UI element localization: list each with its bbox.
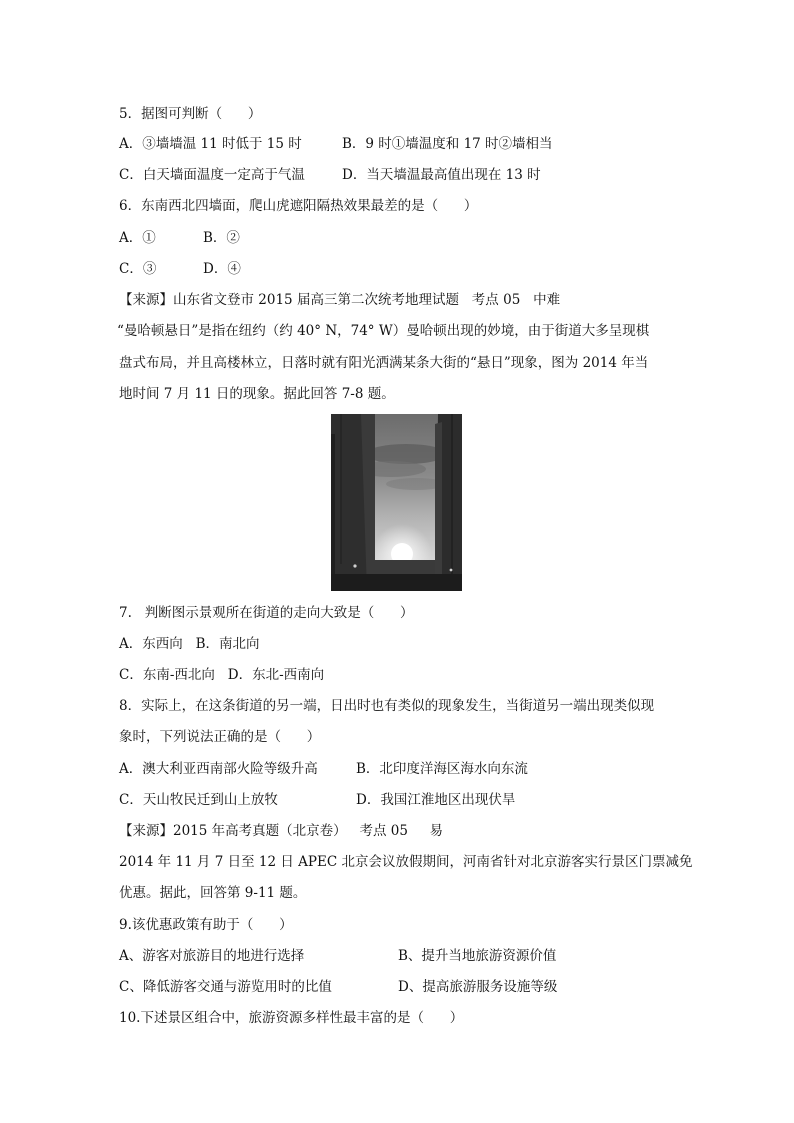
q5-stem: 5．据图可判断（ ） [119, 106, 262, 122]
passage2-line-1: 2014 年 11 月 7 日至 12 日 APEC 北京会议放假期间，河南省针对北京游客实行景区门票减免 [119, 854, 693, 870]
q7-options-cd: C．东南-西北向 D．东北-西南向 [119, 667, 325, 683]
q6-option-c: C．③ [119, 261, 157, 277]
q5-option-d: D．当天墙温最高值出现在 13 时 [342, 167, 541, 183]
q7-options-ab: A．东西向 B．南北向 [119, 636, 260, 652]
q5-option-b: B．9 时①墙温度和 17 时②墙相当 [342, 136, 553, 152]
passage1-line-1: “曼哈顿悬日”是指在纽约（约 40° N，74° W）曼哈顿出现的妙境，由于街道大多呈现棋 [117, 323, 650, 339]
passage1-line-3: 地时间 7 月 11 日的现象。据此回答 7-8 题。 [119, 386, 395, 402]
q9-option-c: C、降低游客交通与游览用时的比值 [119, 979, 332, 995]
manhattanhenge-photo [331, 414, 462, 591]
q9-option-a: A、游客对旅游目的地进行选择 [119, 948, 305, 964]
q7-stem: 7. 判断图示景观所在街道的走向大致是（ ） [119, 605, 414, 621]
q8-option-a: A．澳大利亚西南部火险等级升高 [119, 761, 318, 777]
q9-stem: 9.该优惠政策有助于（ ） [119, 917, 293, 933]
q8-option-d: D．我国江淮地区出现伏旱 [356, 792, 516, 808]
q6-option-a: A．① [119, 230, 156, 246]
passage2-line-2: 优惠。据此，回答第 9-11 题。 [119, 885, 307, 901]
source-note-2: 【来源】2015 年高考真题（北京卷） 考点 05 易 [119, 823, 443, 839]
q5-option-c: C．白天墙面温度一定高于气温 [119, 167, 305, 183]
source-note-1: 【来源】山东省文登市 2015 届高三第二次统考地理试题 考点 05 中难 [119, 292, 561, 308]
q6-option-b: B．② [203, 230, 240, 246]
q8-stem-line-2: 象时，下列说法正确的是（ ） [119, 729, 321, 745]
passage1-line-2: 盘式布局，并且高楼林立，日落时就有阳光洒满某条大街的“悬日”现象，图为 2014 年当 [119, 355, 649, 371]
q8-stem-line-1: 8．实际上，在这条街道的另一端，日出时也有类似的现象发生，当街道另一端出现类似现 [119, 698, 655, 714]
q6-option-d: D．④ [203, 261, 241, 277]
q8-option-c: C．天山牧民迁到山上放牧 [119, 792, 278, 808]
q9-option-b: B、提升当地旅游资源价值 [398, 948, 557, 964]
q5-option-a: A．③墙墙温 11 时低于 15 时 [119, 136, 302, 152]
q6-stem: 6．东南西北四墙面，爬山虎遮阳隔热效果最差的是（ ） [119, 198, 478, 214]
q9-option-d: D、提高旅游服务设施等级 [398, 979, 558, 995]
q10-stem: 10.下述景区组合中，旅游资源多样性最丰富的是（ ） [119, 1010, 464, 1026]
q8-option-b: B．北印度洋海区海水向东流 [356, 761, 528, 777]
